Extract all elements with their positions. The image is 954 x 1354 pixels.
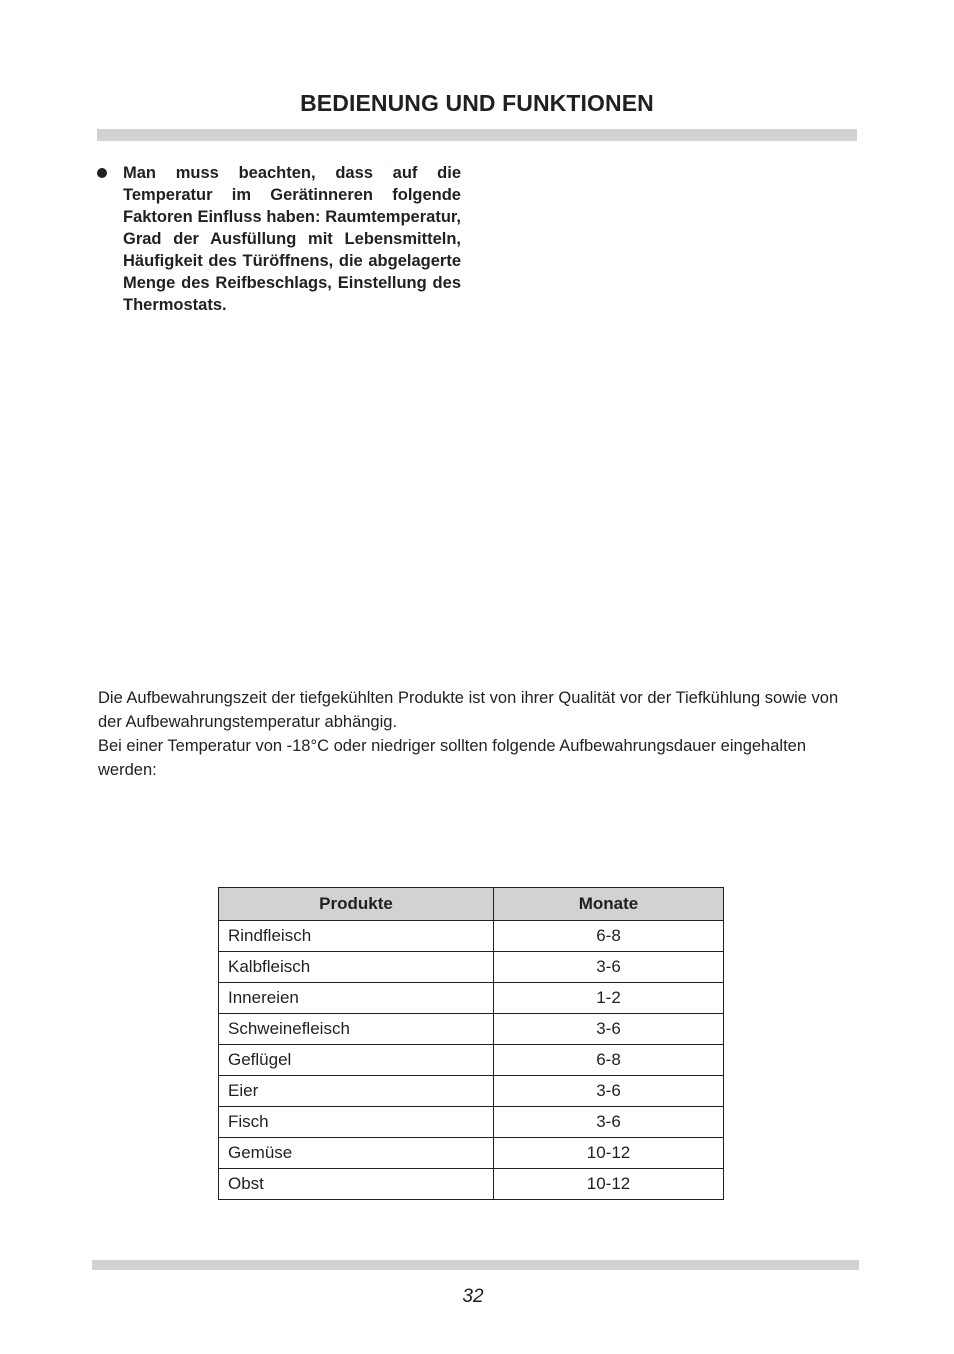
table-row (219, 1138, 724, 1169)
storage-months: 3-6 (494, 1014, 724, 1045)
product-name: Innereien (219, 983, 494, 1014)
page-title: BEDIENUNG UND FUNKTIONEN (300, 90, 654, 116)
storage-months: 3-6 (494, 952, 724, 983)
table-row (219, 1014, 724, 1045)
footer-rule (92, 1260, 859, 1270)
storage-months: 10-12 (494, 1169, 724, 1200)
storage-months: 3-6 (494, 1076, 724, 1107)
product-name: Rindfleisch (219, 921, 494, 952)
product-name: Geflügel (219, 1045, 494, 1076)
product-name: Eier (219, 1076, 494, 1107)
product-name: Obst (219, 1169, 494, 1200)
header-rule (97, 129, 857, 141)
storage-table (218, 887, 724, 1200)
page-number: 32 (462, 1286, 484, 1307)
table-row (219, 921, 724, 952)
table-row (219, 983, 724, 1014)
intro-paragraph-1: Die Aufbewahrungszeit der tiefgekühlten Produkte ist von ihrer Qualität vor der Tiefkühlung sowie von der Aufbewahrungstemperatur abhängig. (98, 689, 839, 731)
table-row (219, 952, 724, 983)
bullet-icon (97, 168, 107, 178)
table-row (219, 1169, 724, 1200)
product-name: Fisch (219, 1107, 494, 1138)
bullet-text: Man muss beachten, dass auf die Temperatur im Gerätinneren folgende Faktoren Einfluss haben: Raumtemperatur, Grad der Ausfüllung mit Lebensmitteln, Häufigkeit des Türöffnens, die abgelagerte Menge des Reifbeschlags, Einstellung des Thermostats. (123, 164, 461, 314)
storage-months: 3-6 (494, 1107, 724, 1138)
table-row (219, 1076, 724, 1107)
column-header-months: Monate (494, 888, 724, 921)
column-header-products: Produkte (219, 888, 494, 921)
storage-months: 10-12 (494, 1138, 724, 1169)
storage-months: 6-8 (494, 921, 724, 952)
table-row (219, 1045, 724, 1076)
product-name: Schweinefleisch (219, 1014, 494, 1045)
intro-text (98, 686, 863, 782)
table-header-row (219, 888, 724, 921)
storage-months: 1-2 (494, 983, 724, 1014)
table-row (219, 1107, 724, 1138)
product-name: Gemüse (219, 1138, 494, 1169)
product-name: Kalbfleisch (219, 952, 494, 983)
intro-paragraph-2: Bei einer Temperatur von -18°C oder niedriger sollten folgende Aufbewahrungsdauer eingehalten werden: (98, 737, 807, 779)
storage-months: 6-8 (494, 1045, 724, 1076)
